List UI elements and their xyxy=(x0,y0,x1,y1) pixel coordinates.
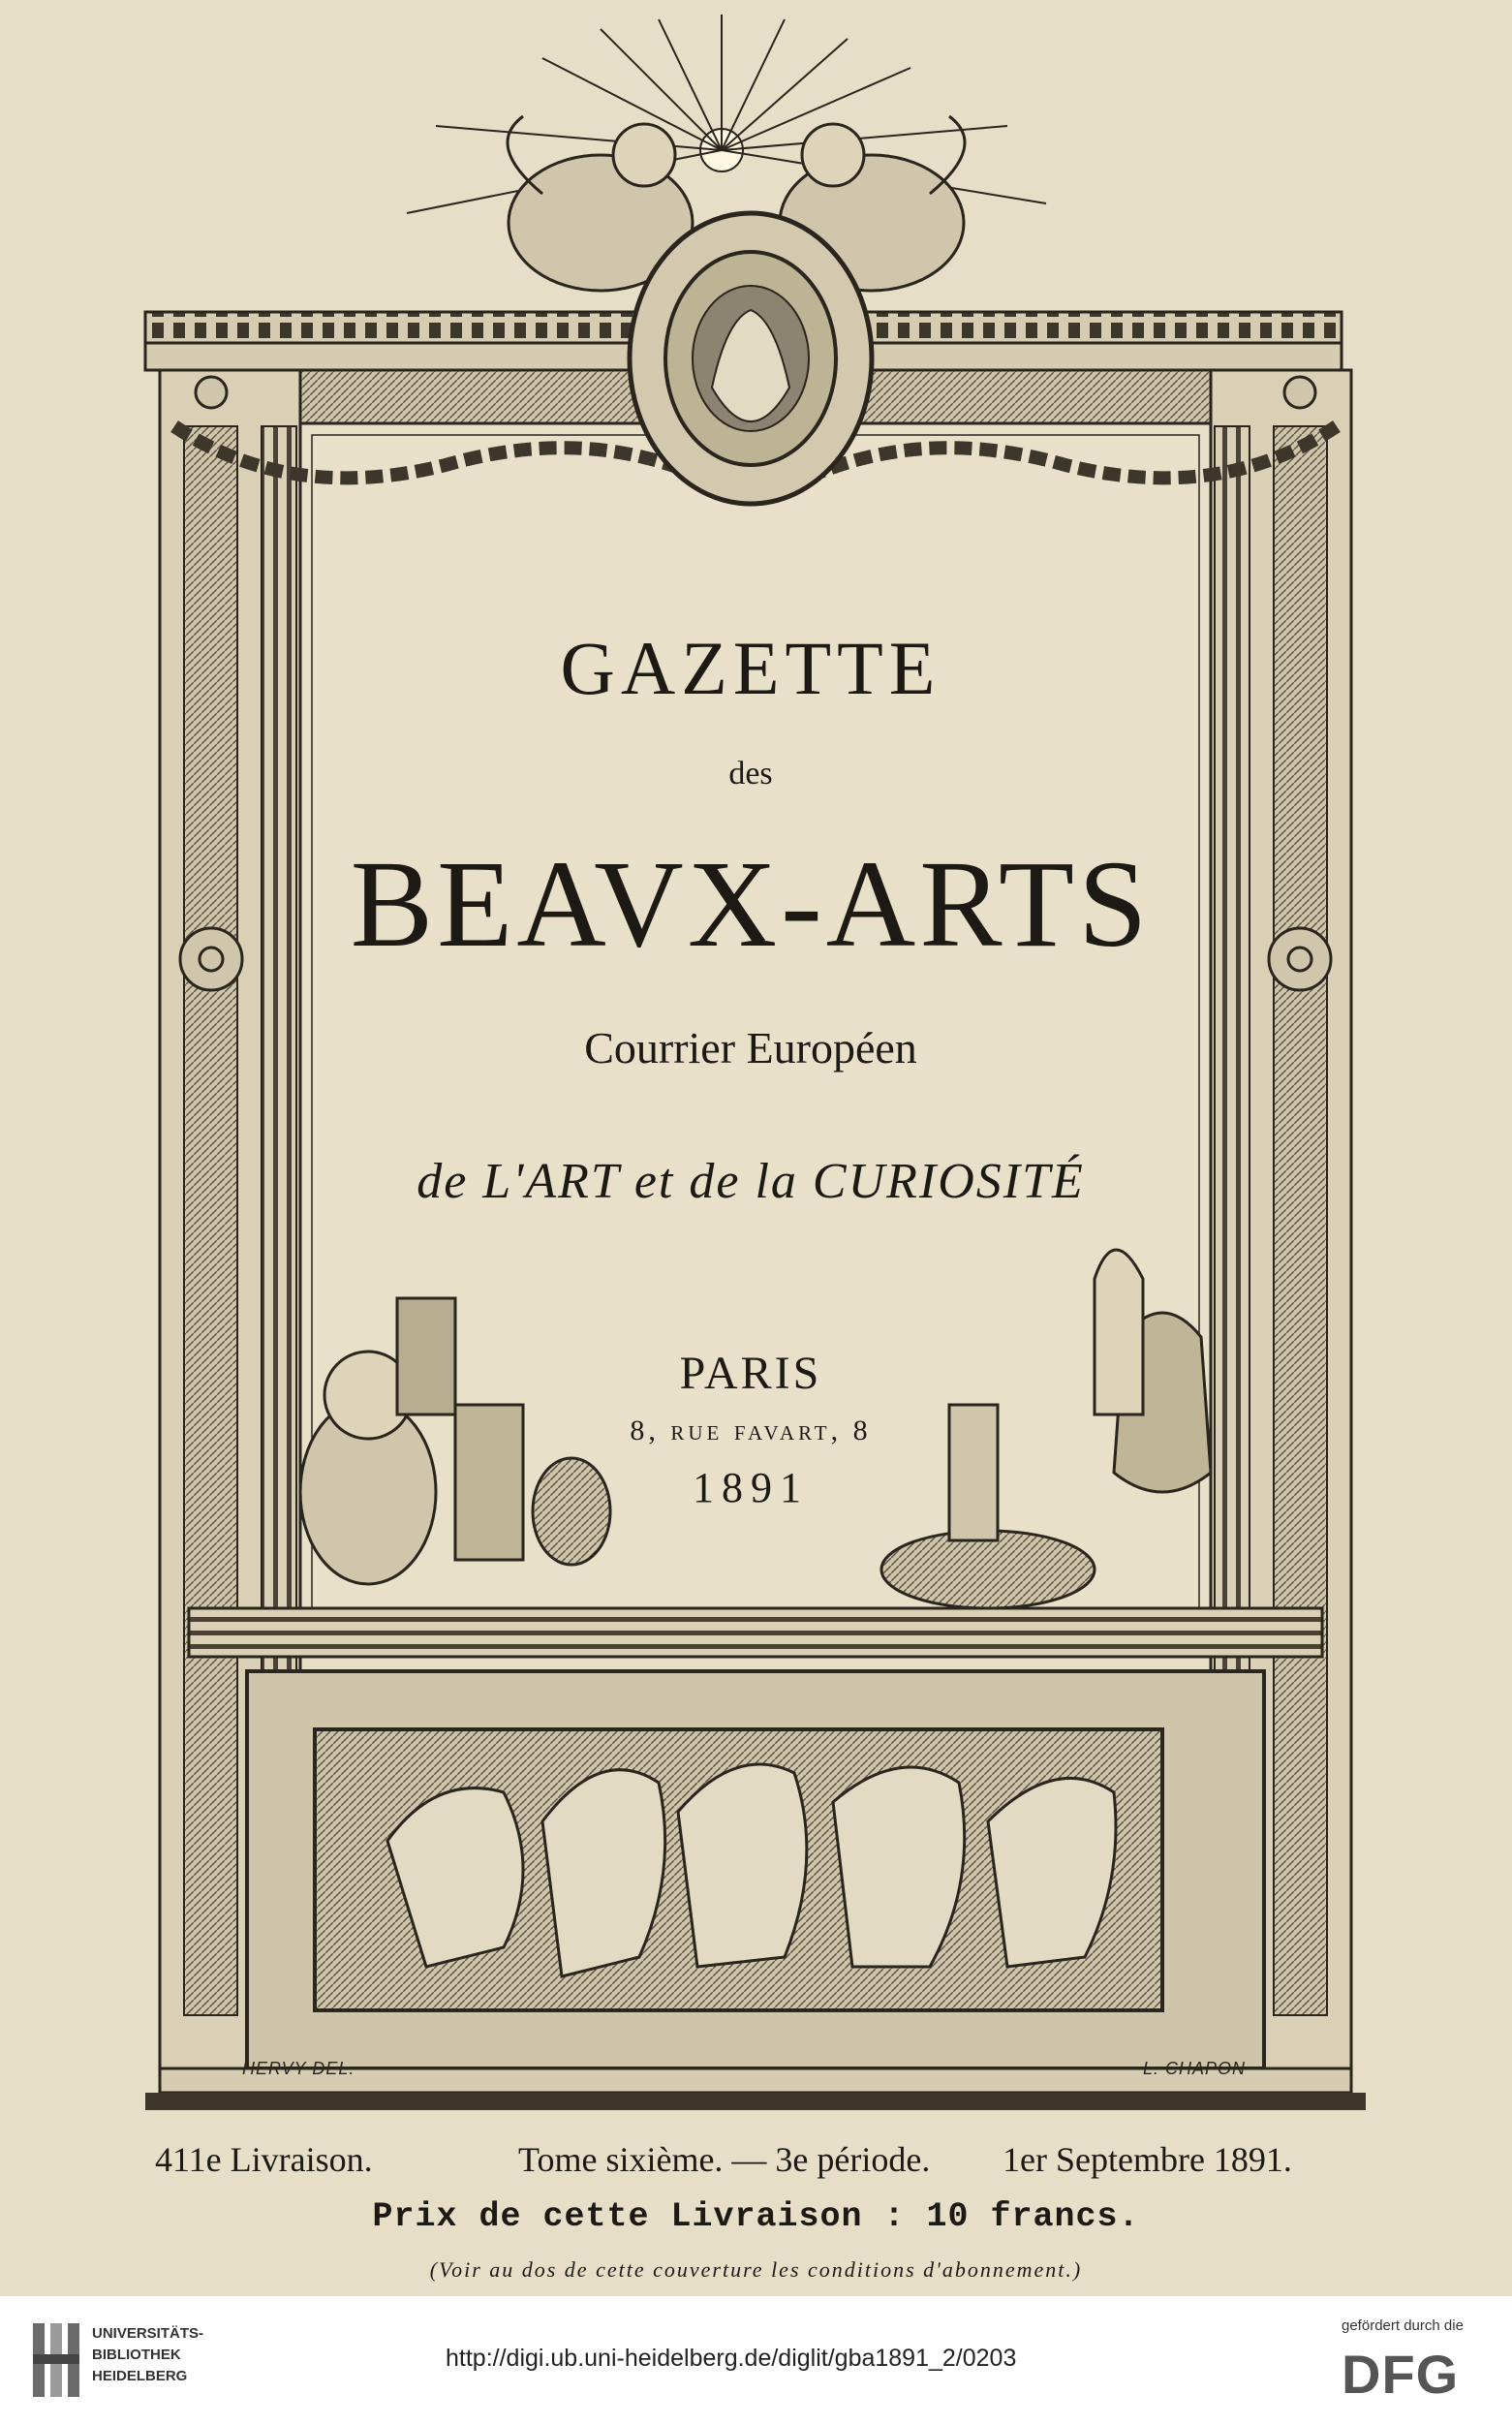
address-label: 8, rue favart, 8 xyxy=(630,1415,872,1446)
subscription-note: (Voir au dos de cette couverture les conditions d'abonnement.) xyxy=(429,2257,1083,2282)
medallion-portrait-icon xyxy=(630,213,872,504)
library-name xyxy=(92,2323,203,2387)
title-gazette: GAZETTE xyxy=(560,626,941,710)
library-line-1: UNIVERSITÄTS- xyxy=(92,2325,204,2342)
library-line-2: BIBLIOTHEK xyxy=(92,2347,181,2363)
issue-date: 1er Septembre 1891. xyxy=(1003,2140,1292,2179)
title-des: des xyxy=(728,756,773,792)
price-line: Prix de cette Livraison : 10 francs. xyxy=(372,2197,1140,2236)
issue-number: 411e Livraison. xyxy=(155,2140,373,2179)
engraver-credit-right: L. CHAPON xyxy=(1143,2059,1247,2078)
year-label: 1891 xyxy=(693,1464,809,1511)
library-line-3: HEIDELBERG xyxy=(92,2368,188,2384)
issue-tome: Tome sixième. — 3e période. xyxy=(518,2140,931,2179)
source-url-link[interactable]: http://digi.ub.uni-heidelberg.de/diglit/gba1891_2/0203 xyxy=(446,2345,1017,2372)
title-beaux-arts: BEAVX-ARTS xyxy=(350,835,1152,973)
sponsor-label: gefördert durch die xyxy=(1342,2317,1464,2334)
dfg-logo: DFG xyxy=(1342,2344,1460,2405)
engraver-credit-left: HERVY DEL. xyxy=(242,2059,355,2078)
city-label: PARIS xyxy=(679,1348,822,1399)
digitization-footer xyxy=(0,2296,1512,2425)
ub-heidelberg-logo-icon xyxy=(29,2317,83,2403)
subtitle-lart-curiosite: de L'ART et de la CURIOSITÉ xyxy=(417,1154,1085,1209)
issue-info-row xyxy=(155,2139,1337,2188)
sun-rays-icon xyxy=(407,15,1046,213)
subtitle-courrier: Courrier Européen xyxy=(584,1023,917,1073)
